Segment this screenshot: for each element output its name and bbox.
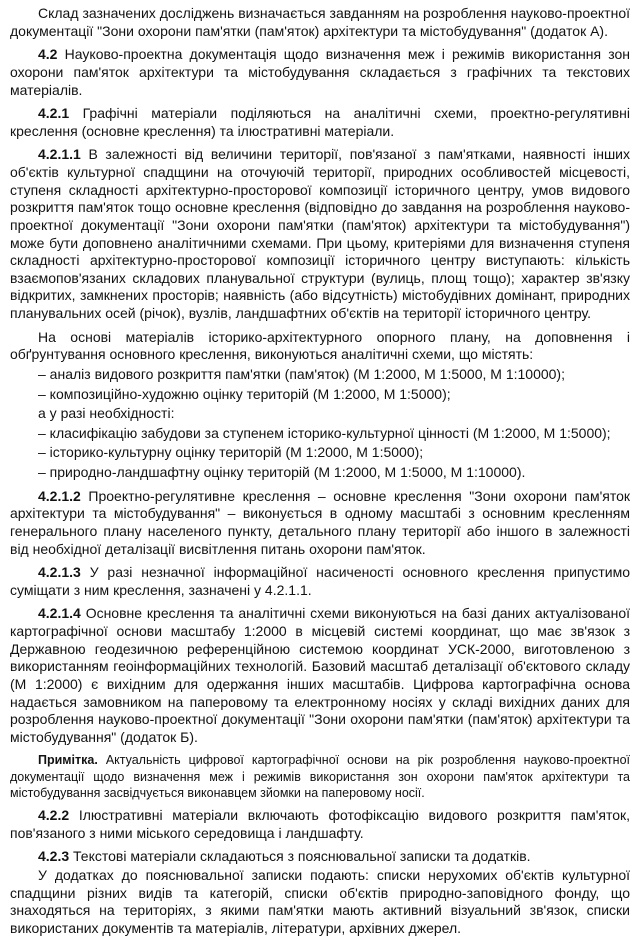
note-paragraph: [10, 752, 630, 801]
paragraph-text: В залежності від величини території, пов'язаної з пам'ятками, наявності інших об'єктів культурної спадщини на оточуючій території, природних особливостей місцевості, ступеня складності архітектурно-просторової композиції історичного центру, умов видового розкриття пам'яток тощо основне креслення (відповідно до завдання на розроблення науково-проектної документації "Зони охорони пам'ятки (пам'яток) архітектури та містобудування") може бути доповнено аналітичними схемами. При цьому, критеріями для визначення ступеня складності архітектурно-просторової композиції історичного центру виступають: кількість взаємопов'язаних складових планувальної структури (вулиць, площ тощо); характер зв'язку відкритих, замкнених просторів; наявність (або відсутність) містобудівних домінант, природних планувальних осей (річок), вузлів, ландшафтних об'єктів на території історичного центру.: [10, 146, 630, 321]
clause-number: 4.2.1: [38, 105, 70, 122]
paragraph-text: Ілюстративні матеріали включають фотофіксацію видового розкриття пам'яток, пов'язаного з ними міського середовища і ландшафту.: [10, 807, 631, 841]
paragraph-text: Проектно-регулятивне креслення – основне креслення "Зони охорони пам'яток архітектури та містобудування" – виконується в одному масштабі з основним кресленням генерального плану населеного пункту, детального плану території або іншого в залежності від необхідної деталізації висвітлення питань охорони пам'яток.: [10, 487, 631, 557]
clause-number: 4.2: [38, 46, 58, 63]
list-item-text: – природно-ландшафтну оцінку територій (М 1:2000, М 1:5000, М 1:10000).: [38, 464, 526, 480]
paragraph-text: У додатках до пояснювальної записки подають: списки нерухомих об'єктів культурної спадщини різних видів та категорій, списки об'єктів природно-заповідного фонду, що знаходяться на територіях, з якими пам'ятки мають активний візуальний зв'язок, списки використаних документів та матеріалів, літератури, архівних джерел.: [10, 867, 630, 936]
paragraph-text: Склад зазначених досліджень визначається завданням на розроблення науково-проектної документації "Зони охорони пам'ятки (пам'яток) архітектури та містобудування" (додаток А).: [10, 5, 630, 39]
paragraph-text: Актуальність цифрової картографічної основи на рік розроблення науково-проектної документації щодо визначення меж і режимів використання зон охорони пам'яток архітектури та містобудування засвідчується виконавцем зйомки на паперовому носії.: [10, 753, 630, 800]
document-content: [10, 5, 630, 938]
paragraph-text: Науково-проектна документація щодо визначення меж і режимів використання зон охорони пам'яток архітектури та містобудування складається з графічних та текстових матеріалів.: [10, 46, 631, 98]
paragraph: [10, 867, 630, 938]
paragraph: [10, 46, 630, 99]
paragraph-text: На основі матеріалів історико-архітектурного опорного плану, на доповнення і обґрунтування основного креслення, виконуються аналітичні схеми, що містять:: [10, 328, 630, 363]
paragraph: [10, 807, 630, 842]
clause-number: 4.2.1.3: [38, 564, 81, 581]
list-item: [10, 405, 630, 423]
paragraph-text: У разі незначної інформаційної насиченості основного креслення припустимо суміщати з ним креслення, зазначені у 4.2.1.1.: [10, 564, 630, 598]
list-item: [10, 444, 630, 462]
paragraph-text: Основне креслення та аналітичні схеми виконуються на базі даних актуалізованої картографічної основи масштабу 1:2000 в місцевій системі координат, що має зв'язок з Державною геодезичною референційною системою координат УСК-2000, виготовленою з використанням геоінформаційних технологій. Базовий масштаб деталізації об'єктового складу (М 1:2000) є вихідним для одержання інших масштабів. Цифрова картографічна основа надається замовником на паперовому та електронному носіях у складі вихідних даних для розроблення науково-проектної документації "Зони охорони пам'ятки (пам'яток) архітектури та містобудування" (додаток Б).: [10, 605, 630, 745]
paragraph: [10, 564, 630, 599]
paragraph: [10, 329, 630, 364]
clause-number: Примітка.: [38, 753, 98, 768]
paragraph: [10, 848, 630, 866]
list-item-text: – історико-культурну оцінку територій (М 1:2000, М 1:5000);: [38, 444, 424, 461]
clause-number: 4.2.1.4: [38, 605, 81, 622]
list-item: [10, 464, 630, 482]
paragraph: [10, 5, 630, 40]
clause-number: 4.2.2: [38, 807, 70, 824]
paragraph: [10, 146, 630, 322]
list-item-text: – композиційно-художню оцінку територій (М 1:2000, М 1:5000);: [38, 385, 451, 402]
paragraph-text: Текстові матеріали складаються з пояснювальної записки та додатків.: [73, 848, 531, 865]
list-item: [10, 425, 630, 443]
list-item-text: – класифікацію забудови за ступенем історико-культурної цінності (М 1:2000, М 1:5000);: [38, 424, 611, 441]
list-item-text: а у разі необхідності:: [38, 405, 175, 422]
list-item-text: – аналіз видового розкриття пам'ятки (пам'яток) (М 1:2000, М 1:5000, М 1:10000);: [38, 365, 565, 382]
list-item: [10, 366, 630, 384]
clause-number: 4.2.3: [38, 848, 70, 865]
paragraph: [10, 488, 630, 559]
clause-number: 4.2.1.1: [38, 146, 81, 163]
clause-number: 4.2.1.2: [38, 487, 81, 504]
list-item: [10, 386, 630, 404]
paragraph: [10, 605, 630, 746]
paragraph: [10, 105, 630, 140]
paragraph-text: Графічні матеріали поділяються на аналітичні схеми, проектно-регулятивні креслення (основне креслення) та ілюстративні матеріали.: [10, 105, 631, 139]
